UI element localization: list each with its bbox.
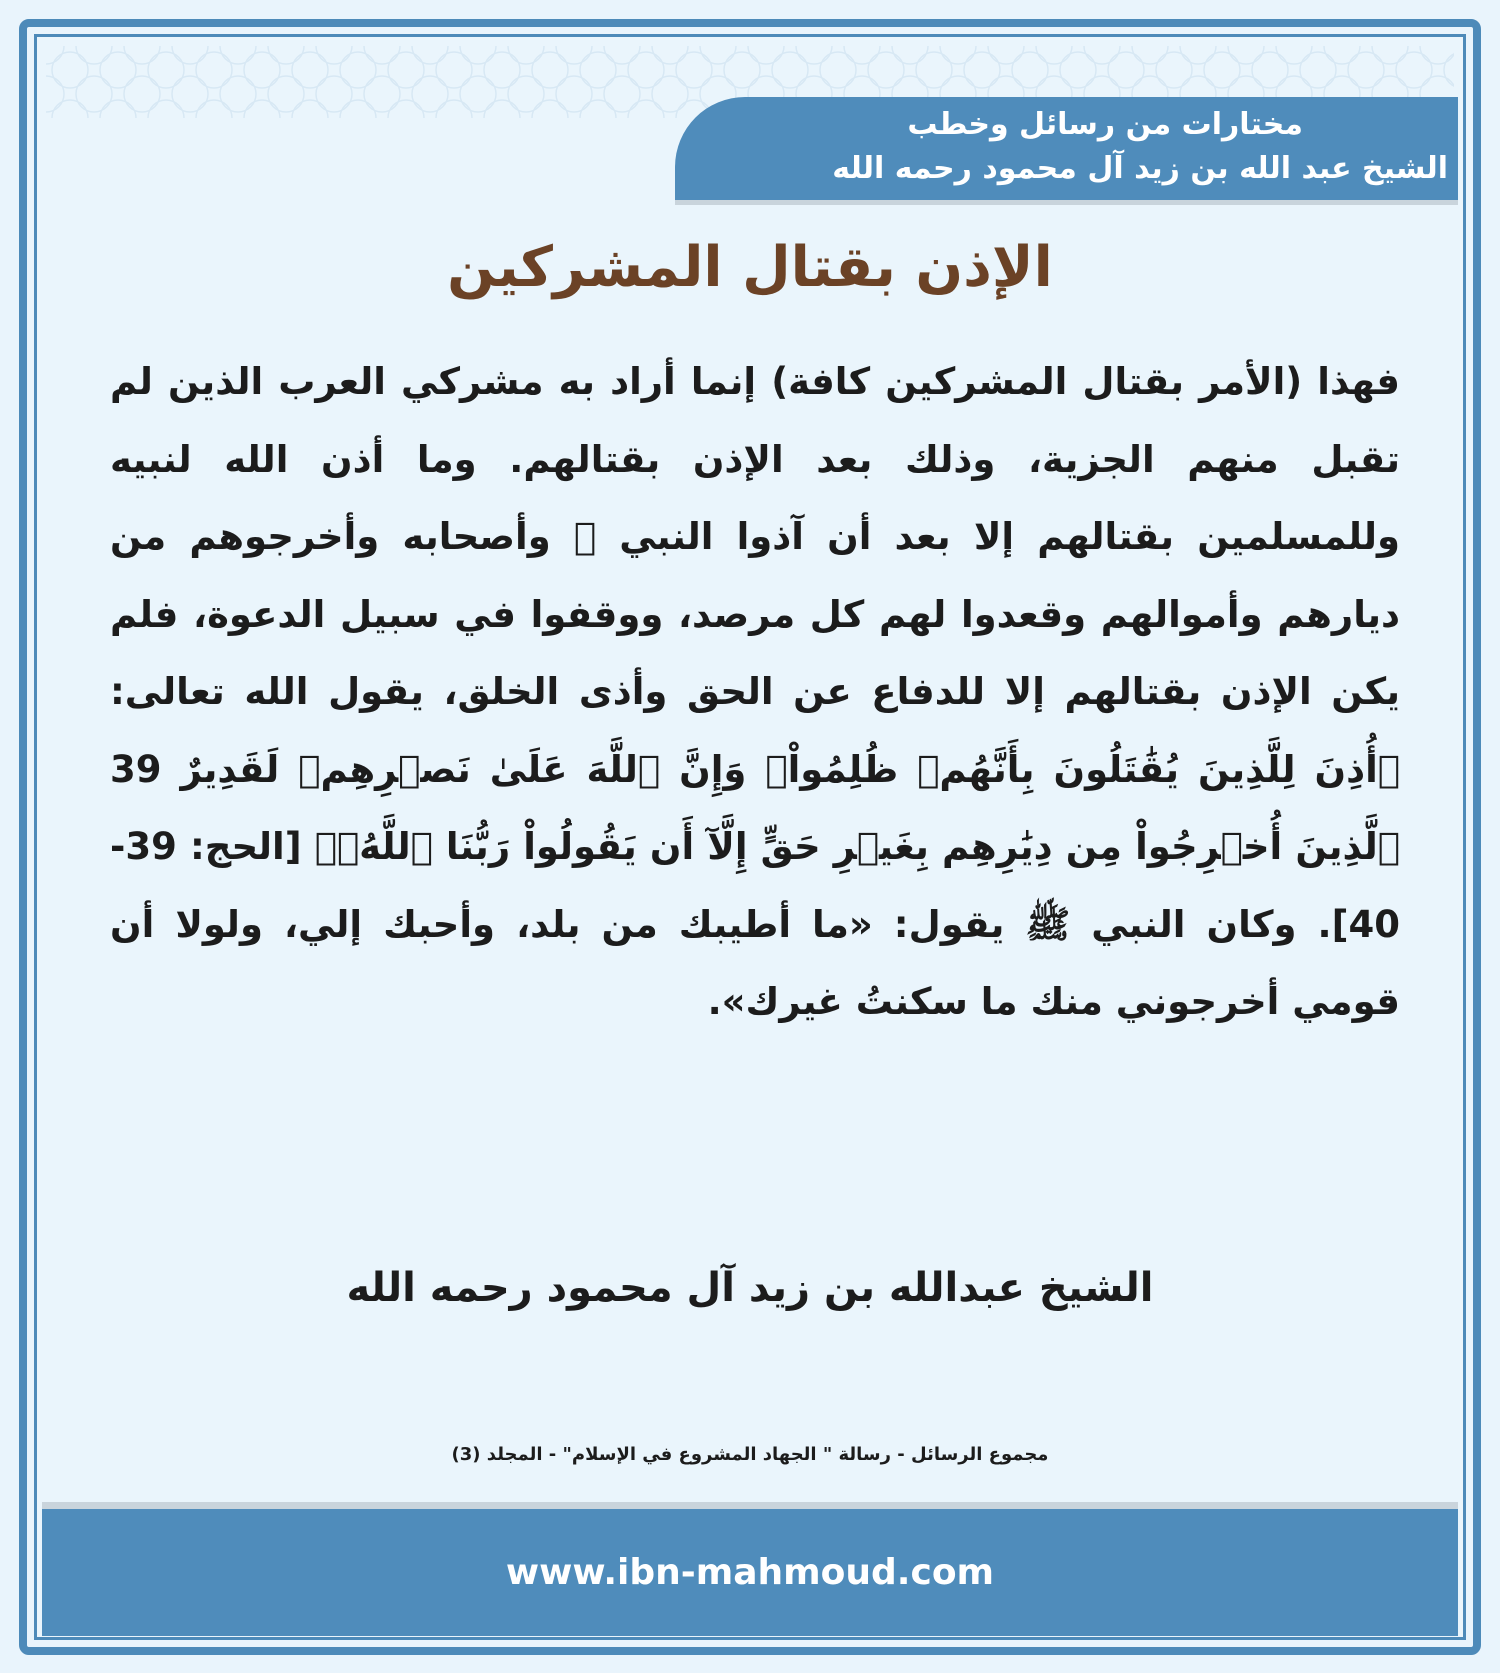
body-text: فهذا (الأمر بقتال المشركين كافة) إنما أراد به مشركي العرب الذين لم تقبل منهم الجزية، وذلك بعد الإذن بقتالهم. وما أذن الله لنبيه وللمسلمين بقتالهم إلا بعد أن آذوا النبي ﷺ وأصحابه وأخرجوهم من ديارهم وأموالهم وقعدوا لهم كل مرصد، ووقفوا في سبيل الدعوة، فلم يكن الإذن بقتالهم إلا للدفاع عن الحق وأذى الخلق، يقول الله تعالى: ﴿أُذِنَ لِلَّذِينَ يُقَٰتَلُونَ بِأَنَّهُمۡ ظُلِمُواْۚ وَإِنَّ ٱللَّهَ عَلَىٰ نَصۡرِهِمۡ لَقَدِيرٌ 39 ٱلَّذِينَ أُخۡرِجُواْ مِن دِيَٰرِهِم بِغَيۡرِ حَقٍّ إِلَّآ أَن يَقُولُواْ رَبُّنَا ٱللَّهُۗ﴾ [الحج: 39-40]. وكان النبي ﷺ يقول: «ما أطيبك من بلد، وأحبك إلي، ولولا أن قومي أخرجوني منك ما سكنتُ غيرك». — [110, 360, 1400, 1023]
header-subtitle: مختارات من رسائل وخطب — [907, 107, 1303, 142]
header-author: الشيخ عبد الله بن زيد آل محمود رحمه الله — [832, 151, 1448, 186]
footer-band — [42, 1502, 1458, 1636]
website-url: www.ibn-mahmoud.com — [505, 1552, 995, 1593]
page-title: الإذن بقتال المشركين — [447, 235, 1053, 300]
author-signature: الشيخ عبدالله بن زيد آل محمود رحمه الله — [346, 1265, 1154, 1311]
header-band — [675, 97, 1458, 205]
source-reference: مجموع الرسائل - رسالة " الجهاد المشروع في الإسلام" - المجلد (3) — [451, 1444, 1049, 1465]
